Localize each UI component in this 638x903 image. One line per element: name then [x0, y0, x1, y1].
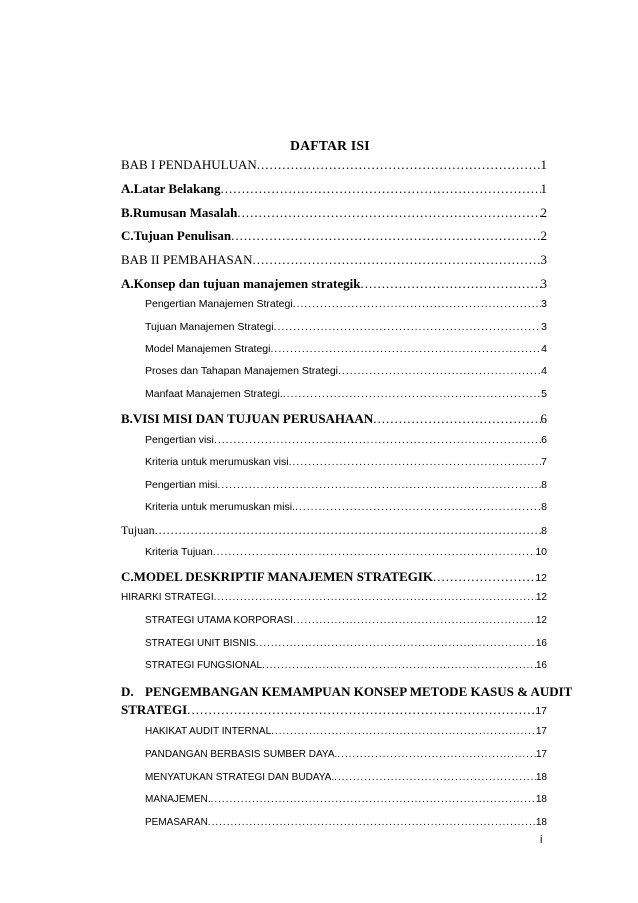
toc-entry-label: Model Manajemen Strategi — [145, 343, 271, 355]
toc-entry-label: Tujuan — [121, 523, 155, 537]
toc-entry-model-manajemen-strategi[interactable] — [145, 343, 547, 361]
toc-page-number: 12 — [535, 592, 547, 603]
dot-leader — [433, 569, 535, 585]
toc-page-number: 7 — [541, 456, 547, 468]
dot-leader — [270, 343, 541, 355]
dot-leader — [373, 411, 540, 427]
dot-leader — [293, 298, 541, 310]
dot-leader — [208, 817, 536, 828]
dot-leader — [289, 456, 542, 468]
toc-entry-label: STRATEGI — [121, 702, 188, 717]
toc-marker: D. — [121, 684, 134, 699]
toc-entry-pengertian-misi[interactable] — [145, 479, 547, 497]
toc-page-number: 17 — [535, 749, 547, 760]
toc-page-number: 3 — [540, 252, 547, 267]
footer-page-number: i — [540, 834, 543, 846]
dot-leader — [187, 702, 535, 718]
toc-entry-pengertian-manajemen-strategi[interactable] — [145, 298, 547, 316]
toc-page-number: 12 — [535, 615, 547, 626]
dot-leader — [214, 434, 541, 446]
dot-leader — [283, 388, 541, 400]
toc-entry-label: Proses dan Tahapan Manajemen Strategi — [145, 365, 339, 377]
toc-page-number: 17 — [535, 705, 547, 717]
toc-entry-rumusan-masalah[interactable] — [121, 205, 547, 223]
toc-entry-label: STRATEGI UNIT BISNIS — [145, 638, 256, 649]
toc-page-number: 3 — [541, 298, 547, 310]
toc-entry-kriteria-misi[interactable] — [145, 501, 547, 519]
toc-entry-label: MENYATUKAN STRATEGI DAN BUDAYA. — [145, 772, 335, 783]
dot-leader — [155, 523, 542, 538]
toc-page-number: 6 — [541, 434, 547, 446]
toc-entry-latar-belakang[interactable] — [121, 181, 547, 199]
toc-entry-strategi-unit-bisnis[interactable] — [145, 638, 547, 656]
toc-entry-pengembangan-line2[interactable] — [121, 702, 547, 720]
toc-entry-visi-misi[interactable] — [121, 411, 547, 429]
toc-entry-label: PEMASARAN — [145, 817, 208, 828]
toc-marker: A. — [121, 181, 134, 196]
dot-leader — [252, 252, 540, 268]
toc-entry-label: HAKIKAT AUDIT INTERNAL — [145, 726, 272, 737]
toc-entry-label: Kriteria untuk merumuskan misi. — [145, 501, 295, 513]
toc-entry-model-deskriptif[interactable] — [121, 569, 547, 587]
toc-page-number: 10 — [535, 546, 547, 558]
dot-leader — [274, 321, 542, 333]
dot-leader — [293, 615, 536, 626]
toc-entry-manajemen[interactable] — [145, 794, 547, 812]
toc-entry-label: BAB I PENDAHULUAN — [121, 157, 257, 172]
toc-entry-label: Kriteria untuk merumuskan visi — [145, 456, 289, 468]
toc-page-number: 8 — [541, 501, 547, 513]
toc-entry-label: Konsep dan tujuan manajemen strategik — [133, 276, 361, 291]
toc-entry-strategi-fungsional[interactable] — [145, 660, 547, 678]
toc-page-number: 1 — [540, 157, 547, 172]
toc-page-number: 12 — [535, 572, 547, 584]
dot-leader — [220, 181, 540, 197]
page-title: DAFTAR ISI — [290, 138, 370, 153]
toc-page-number: 3 — [541, 321, 547, 333]
dot-leader — [262, 660, 536, 671]
toc-entry-konsep-tujuan[interactable] — [121, 276, 547, 294]
toc-page-number: 5 — [541, 388, 547, 400]
toc-entry-label: Pengertian visi — [145, 434, 214, 446]
dot-leader — [257, 157, 541, 173]
toc-entry-strategi-utama[interactable] — [145, 615, 547, 633]
toc-entry-label: MODEL DESKRIPTIF MANAJEMEN STRATEGIK — [133, 569, 434, 584]
toc-marker: B. — [121, 205, 133, 220]
toc-page-number: 16 — [535, 660, 547, 671]
toc-page-number: 18 — [535, 772, 547, 783]
dot-leader — [214, 592, 536, 603]
toc-page-number: 6 — [540, 411, 547, 426]
toc-page-number: 16 — [535, 638, 547, 649]
dot-leader — [360, 276, 540, 292]
toc-page-number: 18 — [535, 794, 547, 805]
toc-entry-manfaat[interactable] — [145, 388, 547, 406]
toc-entry-hirarki-strategi[interactable] — [121, 592, 547, 610]
toc-entry-label: BAB II PEMBAHASAN — [121, 252, 253, 267]
toc-marker: B. — [121, 411, 133, 426]
toc-entry-label: VISI MISI DAN TUJUAN PERUSAHAAN — [132, 411, 374, 426]
dot-leader — [231, 228, 540, 244]
toc-entry-label: Latar Belakang — [133, 181, 221, 196]
dot-leader — [256, 638, 536, 649]
toc-entry-tujuan-penulisan[interactable] — [121, 228, 547, 246]
toc-page-number: 4 — [541, 343, 547, 355]
toc-entry-tujuan-manajemen-strategi[interactable] — [145, 321, 547, 339]
toc-entry-pandangan-berbasis[interactable] — [145, 749, 547, 767]
toc-entry-kriteria-tujuan[interactable] — [145, 546, 547, 564]
toc-page-number: 8 — [541, 525, 547, 537]
dot-leader — [334, 772, 536, 783]
dot-leader — [211, 794, 536, 805]
toc-entry-label: STRATEGI UTAMA KORPORASI — [145, 615, 293, 626]
toc-entry-bab-2[interactable] — [121, 252, 547, 270]
toc-page-number: 18 — [535, 817, 547, 828]
dot-leader — [271, 726, 536, 737]
toc-entry-hakikat-audit[interactable] — [145, 726, 547, 744]
toc-entry-label: PENGEMBANGAN KEMAMPUAN KONSEP METODE KASUS & AUDIT — [145, 684, 573, 699]
toc-page-number: 17 — [535, 726, 547, 737]
toc-entry-label: PANDANGAN BERBASIS SUMBER DAYA. — [145, 749, 338, 760]
toc-page-number: 8 — [541, 479, 547, 491]
dot-leader — [295, 501, 541, 513]
toc-entry-pengertian-visi[interactable] — [145, 434, 547, 452]
toc-entry-pemasaran[interactable] — [145, 817, 547, 835]
toc-entry-tujuan[interactable] — [121, 523, 547, 541]
toc-page-number: 3 — [540, 276, 547, 291]
toc-entry-menyatukan-strategi[interactable] — [145, 772, 547, 790]
toc-marker: A. — [121, 276, 134, 291]
toc-marker: C. — [121, 228, 134, 243]
toc-entry-label: HIRARKI STRATEGI — [121, 592, 214, 603]
dot-leader — [217, 479, 541, 491]
toc-entry-label: Pengertian Manajemen Strategi — [145, 298, 293, 310]
toc-marker: C. — [121, 569, 134, 584]
toc-entry-label: Tujuan Penulisan — [133, 228, 232, 243]
dot-leader — [237, 205, 540, 221]
toc-entry-kriteria-visi[interactable] — [145, 456, 547, 474]
toc-page-number: 1 — [540, 181, 547, 196]
dot-leader — [213, 546, 536, 558]
toc-entry-label: Rumusan Masalah — [132, 205, 238, 220]
dot-leader — [338, 365, 541, 377]
toc-entry-label: Kriteria Tujuan — [145, 546, 213, 558]
toc-entry-proses-tahapan[interactable] — [145, 365, 547, 383]
toc-entry-label: Pengertian misi — [145, 479, 218, 491]
dot-leader — [337, 749, 536, 760]
toc-page-number: 2 — [540, 205, 547, 220]
toc-entry-label: MANAJEMEN. — [145, 794, 211, 805]
toc-entry-label: Tujuan Manajemen Strategi — [145, 321, 274, 333]
toc-entry-label: Manfaat Manajemen Strategi. — [145, 388, 283, 400]
toc-entry-bab-1[interactable] — [121, 157, 547, 175]
toc-page-number: 4 — [541, 365, 547, 377]
toc-entry-label: STRATEGI FUNGSIONAL — [145, 660, 263, 671]
toc-page-number: 2 — [540, 228, 547, 243]
toc-entry-pengembangan-line1[interactable] — [121, 684, 572, 700]
